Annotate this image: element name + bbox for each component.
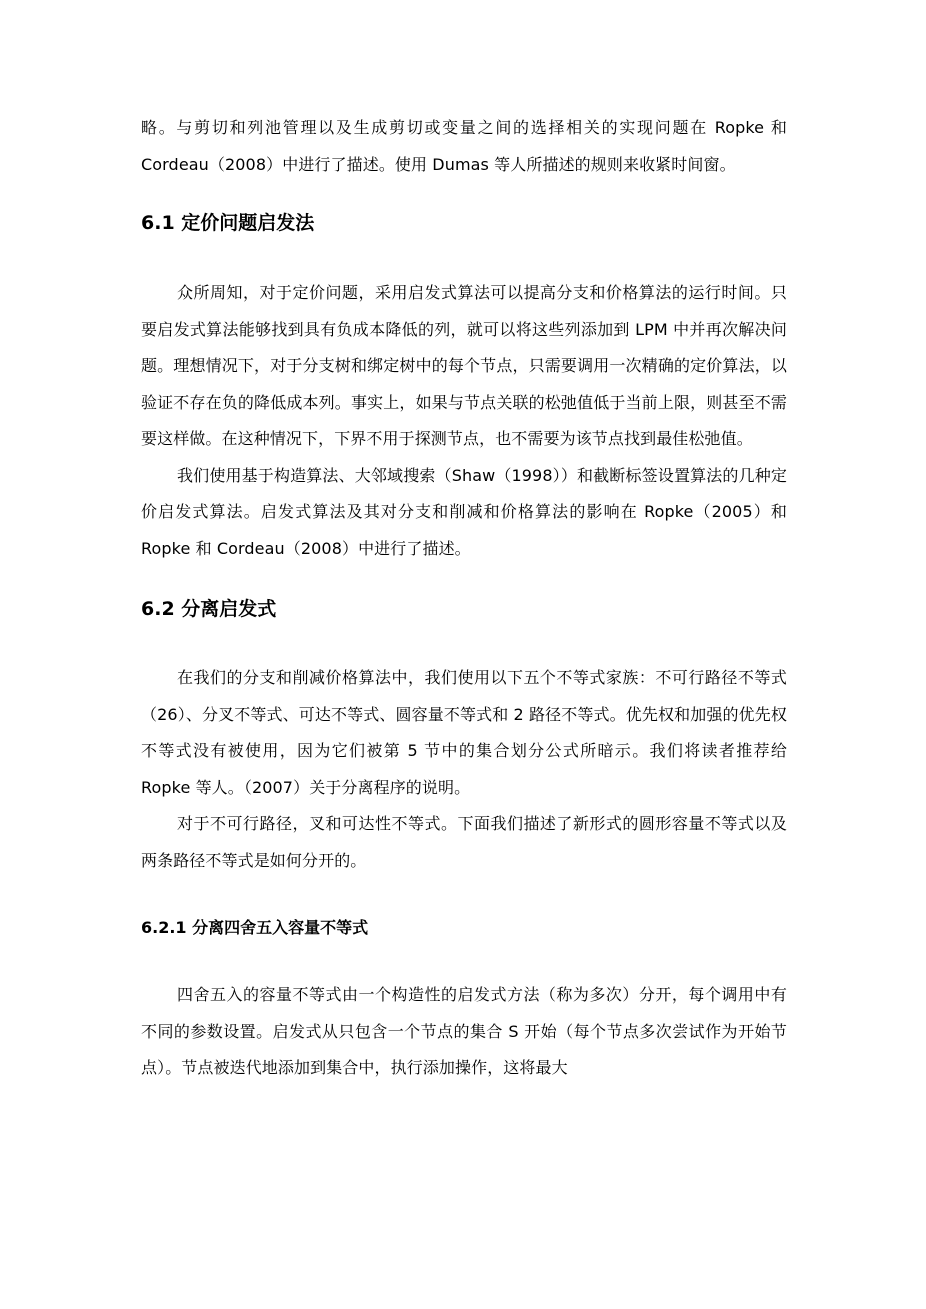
section-6-1-paragraph-2: 我们使用基于构造算法、大邻域搜索（Shaw（1998））和截断标签设置算法的几种定价启发式算法。启发式算法及其对分支和削减和价格算法的影响在 Ropke（2005）和 Ropke 和 Cordeau（2008）中进行了描述。 xyxy=(141,465,787,558)
section-6-2-paragraph-1: 在我们的分支和削减价格算法中，我们使用以下五个不等式家族：不可行路径不等式（26）、分叉不等式、可达不等式、圆容量不等式和 2 路径不等式。优先权和加强的优先权不等式没有被使用，因为它们被第 5 节中的集合划分公式所暗示。我们将读者推荐给 Ropke 等人。（2007）关于分离程序的说明。 xyxy=(141,668,787,797)
section-heading-6-1: 6.1 定价问题启发法 xyxy=(141,212,315,234)
section-heading-6-2: 6.2 分离启发式 xyxy=(141,598,277,620)
intro-paragraph: 略。与剪切和列池管理以及生成剪切或变量之间的选择相关的实现问题在 Ropke 和 Cordeau（2008）中进行了描述。使用 Dumas 等人所描述的规则来收紧时间窗。 xyxy=(141,118,787,174)
document-page xyxy=(141,110,787,1087)
section-6-2-1-paragraph-1: 四舍五入的容量不等式由一个构造性的启发式方法（称为多次）分开，每个调用中有不同的参数设置。启发式从只包含一个节点的集合 S 开始（每个节点多次尝试作为开始节点）。节点被迭代地添加到集合中，执行添加操作，这将最大 xyxy=(141,985,787,1077)
section-6-2-paragraph-2: 对于不可行路径，叉和可达性不等式。下面我们描述了新形式的圆形容量不等式以及两条路径不等式是如何分开的。 xyxy=(141,814,787,870)
section-heading-6-2-1: 6.2.1 分离四舍五入容量不等式 xyxy=(141,918,369,937)
section-6-1-paragraph-1: 众所周知，对于定价问题，采用启发式算法可以提高分支和价格算法的运行时间。只要启发式算法能够找到具有负成本降低的列，就可以将这些列添加到 LPM 中并再次解决问题。理想情况下，对于分支树和绑定树中的每个节点，只需要调用一次精确的定价算法，以验证不存在负的降低成本列。事实上，如果与节点关联的松弛值低于当前上限，则甚至不需要这样做。在这种情况下，下界不用于探测节点，也不需要为该节点找到最佳松弛值。 xyxy=(141,283,787,448)
